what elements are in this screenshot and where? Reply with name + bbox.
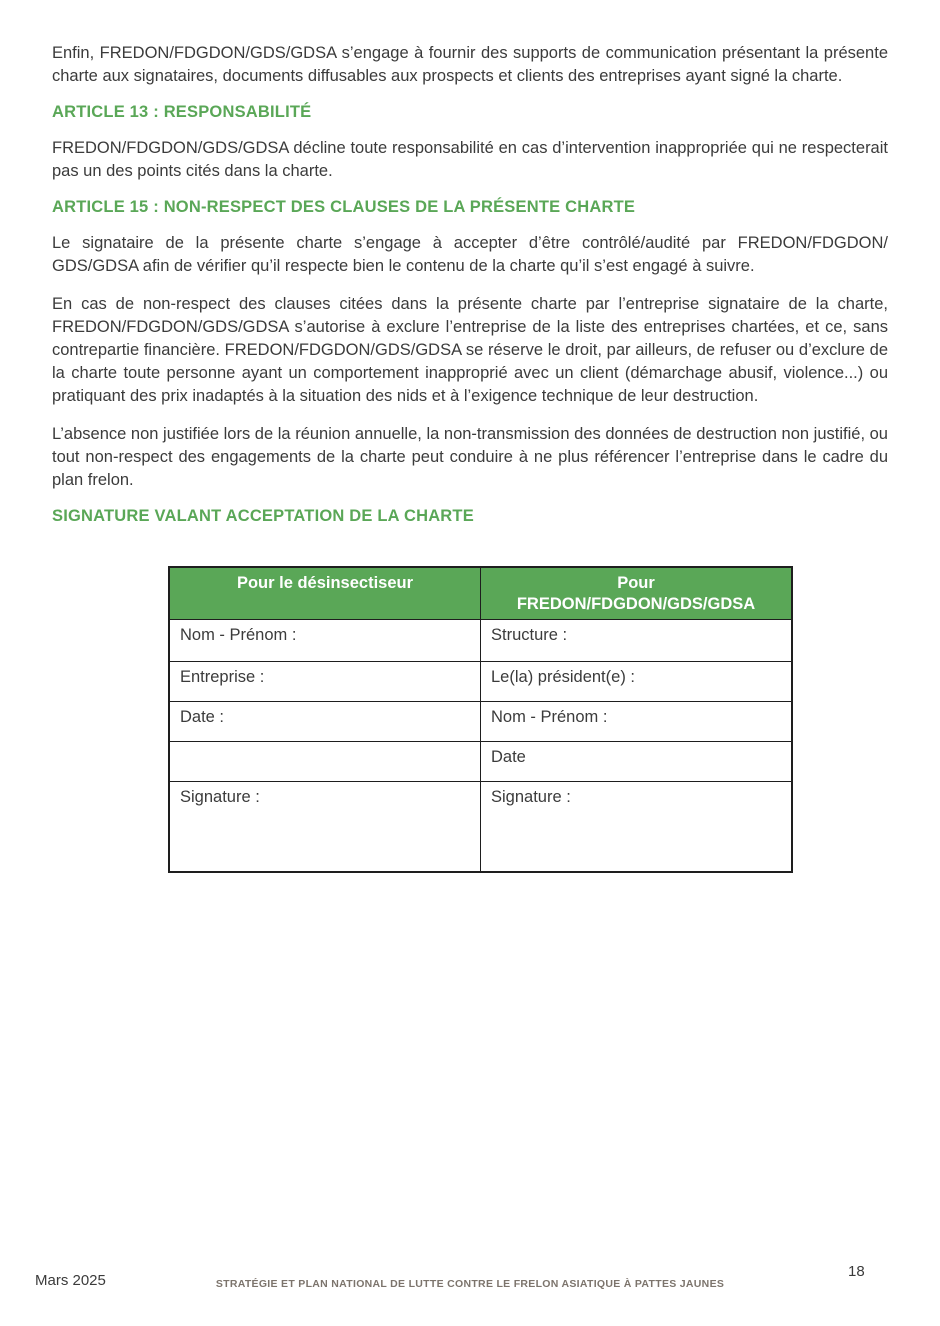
paragraph-article-15-3: L’absence non justifiée lors de la réunion annuelle, la non-transmission des données de destruction non justifié, ou tout non-respect des engagements de la charte peut conduire à ne plus référencer l’entreprise dans le cadre du plan frelon. bbox=[52, 425, 888, 489]
paragraph-article-13: FREDON/FDGDON/GDS/GDSA décline toute responsabilité en cas d’intervention inappropriée qui ne respecterait pas un des points cités dans la charte. bbox=[52, 139, 888, 180]
table-cell-signature-left: Signature : bbox=[169, 782, 481, 872]
paragraph-intro: Enfin, FREDON/FDGDON/GDS/GDSA s’engage à fournir des supports de communication présentant la présente charte aux signataires, documents diffusables aux prospects et clients des entreprises ayant signé la charte. bbox=[52, 44, 888, 85]
heading-article-13: ARTICLE 13 : RESPONSABILITÉ bbox=[52, 103, 312, 121]
signature-table-header-row bbox=[169, 567, 792, 620]
table-header-fredon: Pour FREDON/FDGDON/GDS/GDSA bbox=[481, 567, 793, 620]
paragraph-article-15-2: En cas de non-respect des clauses citées dans la présente charte par l’entreprise signataire de la charte, FREDON/FDGDON/GDS/GDSA s’autorise à exclure l’entreprise de la liste des entreprises chartées, et ce, sans contrepartie financière. FREDON/FDGDON/GDS/GDSA se réserve le droit, par ailleurs, de refuser ou d’exclure de la charte toute personne ayant un comportement inapproprié avec un client (démarchage abusif, violence...) ou pratiquant des prix inadaptés à la situation des nids et à l’exigence technique de leur destruction. bbox=[52, 295, 888, 405]
table-cell-nom-prenom-right: Nom - Prénom : bbox=[481, 702, 793, 742]
table-cell-president: Le(la) président(e) : bbox=[481, 662, 793, 702]
table-header-desinsectiseur: Pour le désinsectiseur bbox=[169, 567, 481, 620]
footer-doc-title: STRATÉGIE ET PLAN NATIONAL DE LUTTE CONTRE LE FRELON ASIATIQUE À PATTES JAUNES bbox=[215, 1278, 725, 1290]
signature-table bbox=[168, 566, 793, 873]
heading-article-15: ARTICLE 15 : NON-RESPECT DES CLAUSES DE LA PRÉSENTE CHARTE bbox=[52, 198, 636, 216]
table-cell-signature-right: Signature : bbox=[481, 782, 793, 872]
table-row bbox=[169, 620, 792, 662]
table-cell-nom-prenom: Nom - Prénom : bbox=[169, 620, 481, 662]
table-cell-date-right: Date bbox=[481, 742, 793, 782]
table-row bbox=[169, 782, 792, 872]
table-row bbox=[169, 702, 792, 742]
footer-page-number: 18 bbox=[848, 1263, 865, 1280]
table-cell-entreprise: Entreprise : bbox=[169, 662, 481, 702]
heading-signature-acceptation: SIGNATURE VALANT ACCEPTATION DE LA CHARTE bbox=[52, 507, 474, 525]
table-cell-structure: Structure : bbox=[481, 620, 793, 662]
table-row bbox=[169, 742, 792, 782]
table-row bbox=[169, 662, 792, 702]
paragraph-article-15-1: Le signataire de la présente charte s’engage à accepter d’être contrôlé/audité par FREDON/FDGDON/ GDS/GDSA afin de vérifier qu’il respecte bien le contenu de la charte qu’il s’est engagé à suivre. bbox=[52, 234, 888, 275]
footer-date: Mars 2025 bbox=[35, 1272, 106, 1289]
table-cell-date-left: Date : bbox=[169, 702, 481, 742]
table-cell-empty bbox=[169, 742, 481, 782]
